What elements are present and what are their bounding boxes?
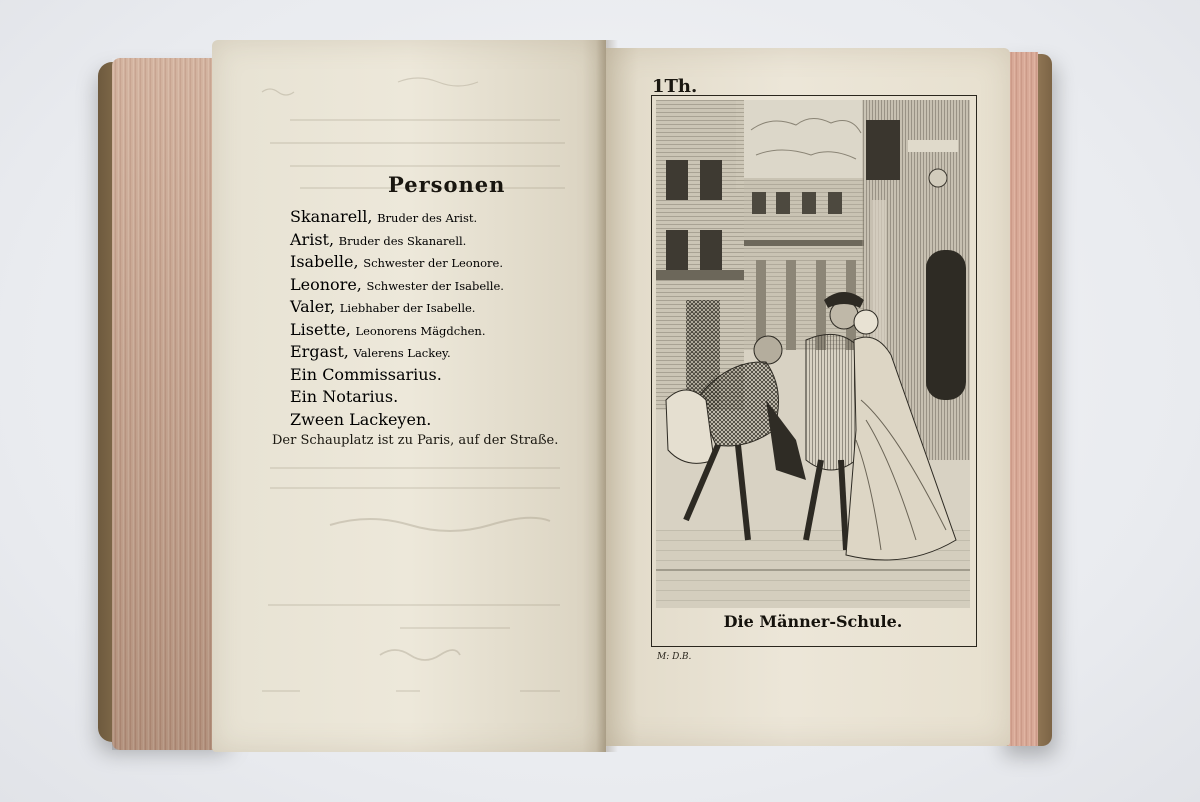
character-name: Ein Commissarius. xyxy=(290,364,442,384)
cast-item xyxy=(290,341,504,364)
character-name: Isabelle, xyxy=(290,252,359,271)
character-name: Arist, xyxy=(290,229,335,249)
window xyxy=(666,160,688,200)
cast-item xyxy=(290,364,504,387)
setting-line: Der Schauplatz ist zu Paris, auf der Straße. xyxy=(272,433,559,448)
character-name: Skanarell, xyxy=(290,207,373,226)
character-name: Lisette, xyxy=(290,319,351,339)
engraving-illustration xyxy=(656,100,970,608)
character-role: Liebhaber der Isabelle. xyxy=(339,301,476,315)
character-role: Schwester der Leonore. xyxy=(363,256,504,270)
character-role: Leonorens Mägdchen. xyxy=(355,323,486,338)
cast-heading: Personen xyxy=(388,172,506,197)
window xyxy=(700,160,722,200)
cast-item xyxy=(290,386,504,409)
cast-item xyxy=(290,296,504,319)
character-role: Bruder des Skanarell. xyxy=(338,233,467,248)
cast-item xyxy=(290,409,504,432)
window xyxy=(666,230,688,274)
cast-item xyxy=(290,229,504,252)
character-name: Ein Notarius. xyxy=(290,387,399,406)
engraver-signature: M: D.B. xyxy=(657,652,692,662)
cast-list xyxy=(290,206,504,431)
character-role: Valerens Lackey. xyxy=(353,346,451,360)
cast-item xyxy=(290,274,504,297)
character-name: Zween Lackeyen. xyxy=(290,409,432,429)
cast-item xyxy=(290,319,504,342)
character-name: Valer, xyxy=(290,297,336,316)
cast-item xyxy=(290,251,504,274)
bust-sculpture xyxy=(929,169,947,187)
page-number: 1Th. xyxy=(652,76,698,97)
character-name: Leonore, xyxy=(290,274,362,294)
character-role: Schwester der Isabelle. xyxy=(366,278,504,293)
character-role: Bruder des Arist. xyxy=(377,211,478,225)
character-name: Ergast, xyxy=(290,342,349,361)
window xyxy=(700,230,722,274)
sky xyxy=(736,100,866,190)
arched-door xyxy=(926,250,966,400)
engraving-scene xyxy=(656,100,970,608)
plate-caption: Die Männer-Schule. xyxy=(723,612,903,631)
cast-item xyxy=(290,206,504,229)
